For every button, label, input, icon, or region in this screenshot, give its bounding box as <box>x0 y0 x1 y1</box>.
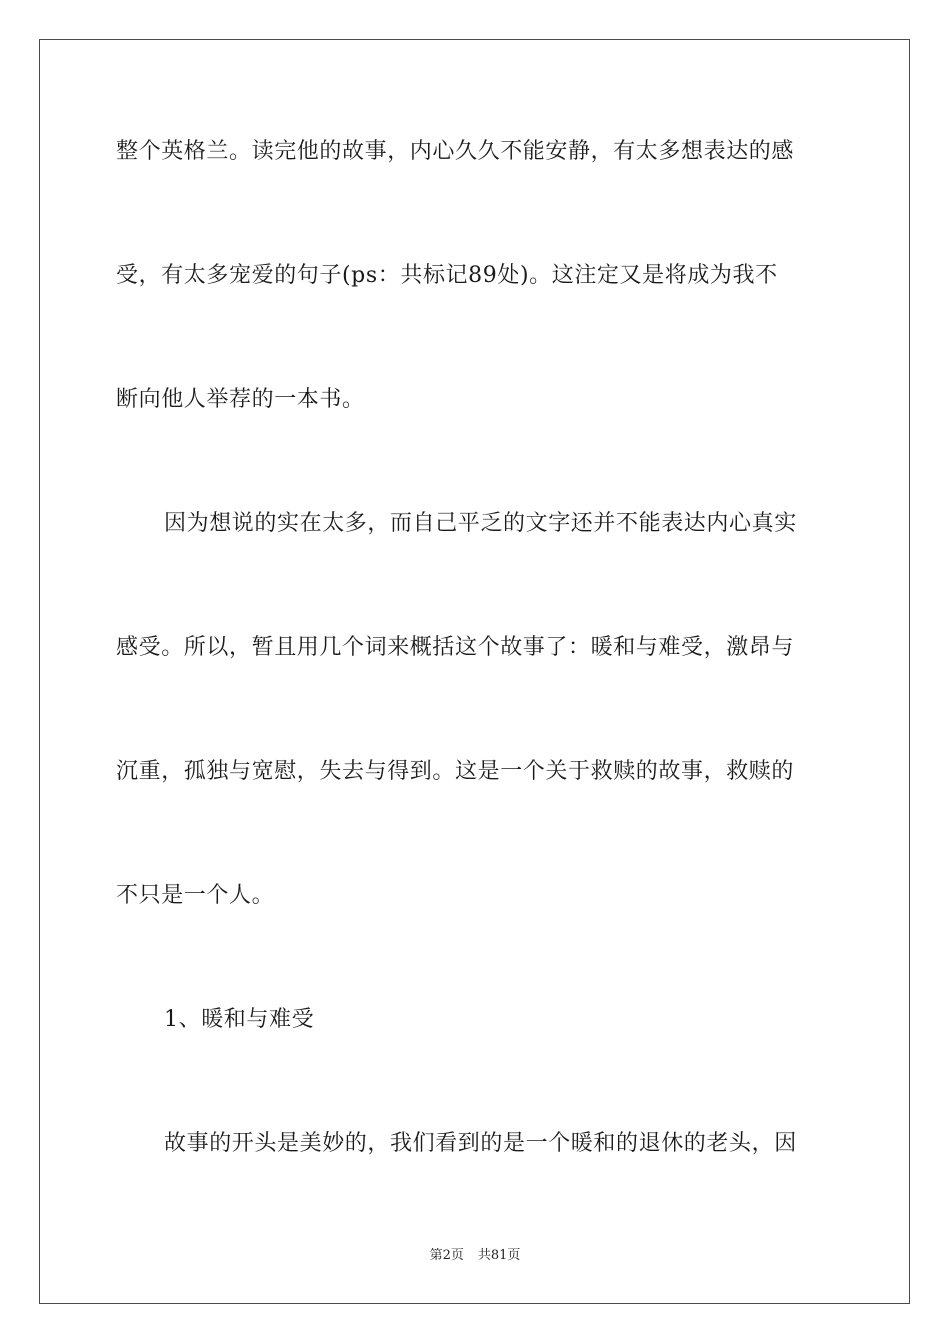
paragraph-line: 受，有太多宠爱的句子(ps：共标记89处)。这注定又是将成为我不 <box>116 263 778 288</box>
page-footer <box>0 1247 950 1265</box>
paragraph-line: 沉重，孤独与宽慰，失去与得到。这是一个关于救赎的故事，救赎的 <box>116 759 795 784</box>
paragraph-line: 因为想说的实在太多，而自己平乏的文字还并不能表达内心真实 <box>164 511 797 536</box>
total-pages: 共81页 <box>477 1248 521 1263</box>
section-heading: 1、暖和与难受 <box>164 1007 315 1032</box>
paragraph-line: 感受。所以，暂且用几个词来概括这个故事了：暖和与难受，激昂与 <box>116 635 795 660</box>
paragraph-line: 故事的开头是美妙的，我们看到的是一个暖和的退休的老头，因 <box>164 1131 797 1156</box>
paragraph-line: 不只是一个人。 <box>116 883 275 908</box>
page-border <box>39 39 910 1304</box>
page-number: 第2页 <box>429 1248 464 1263</box>
paragraph-line: 断向他人举荐的一本书。 <box>116 387 365 412</box>
paragraph-line: 整个英格兰。读完他的故事，内心久久不能安静，有太多想表达的感 <box>116 139 795 164</box>
